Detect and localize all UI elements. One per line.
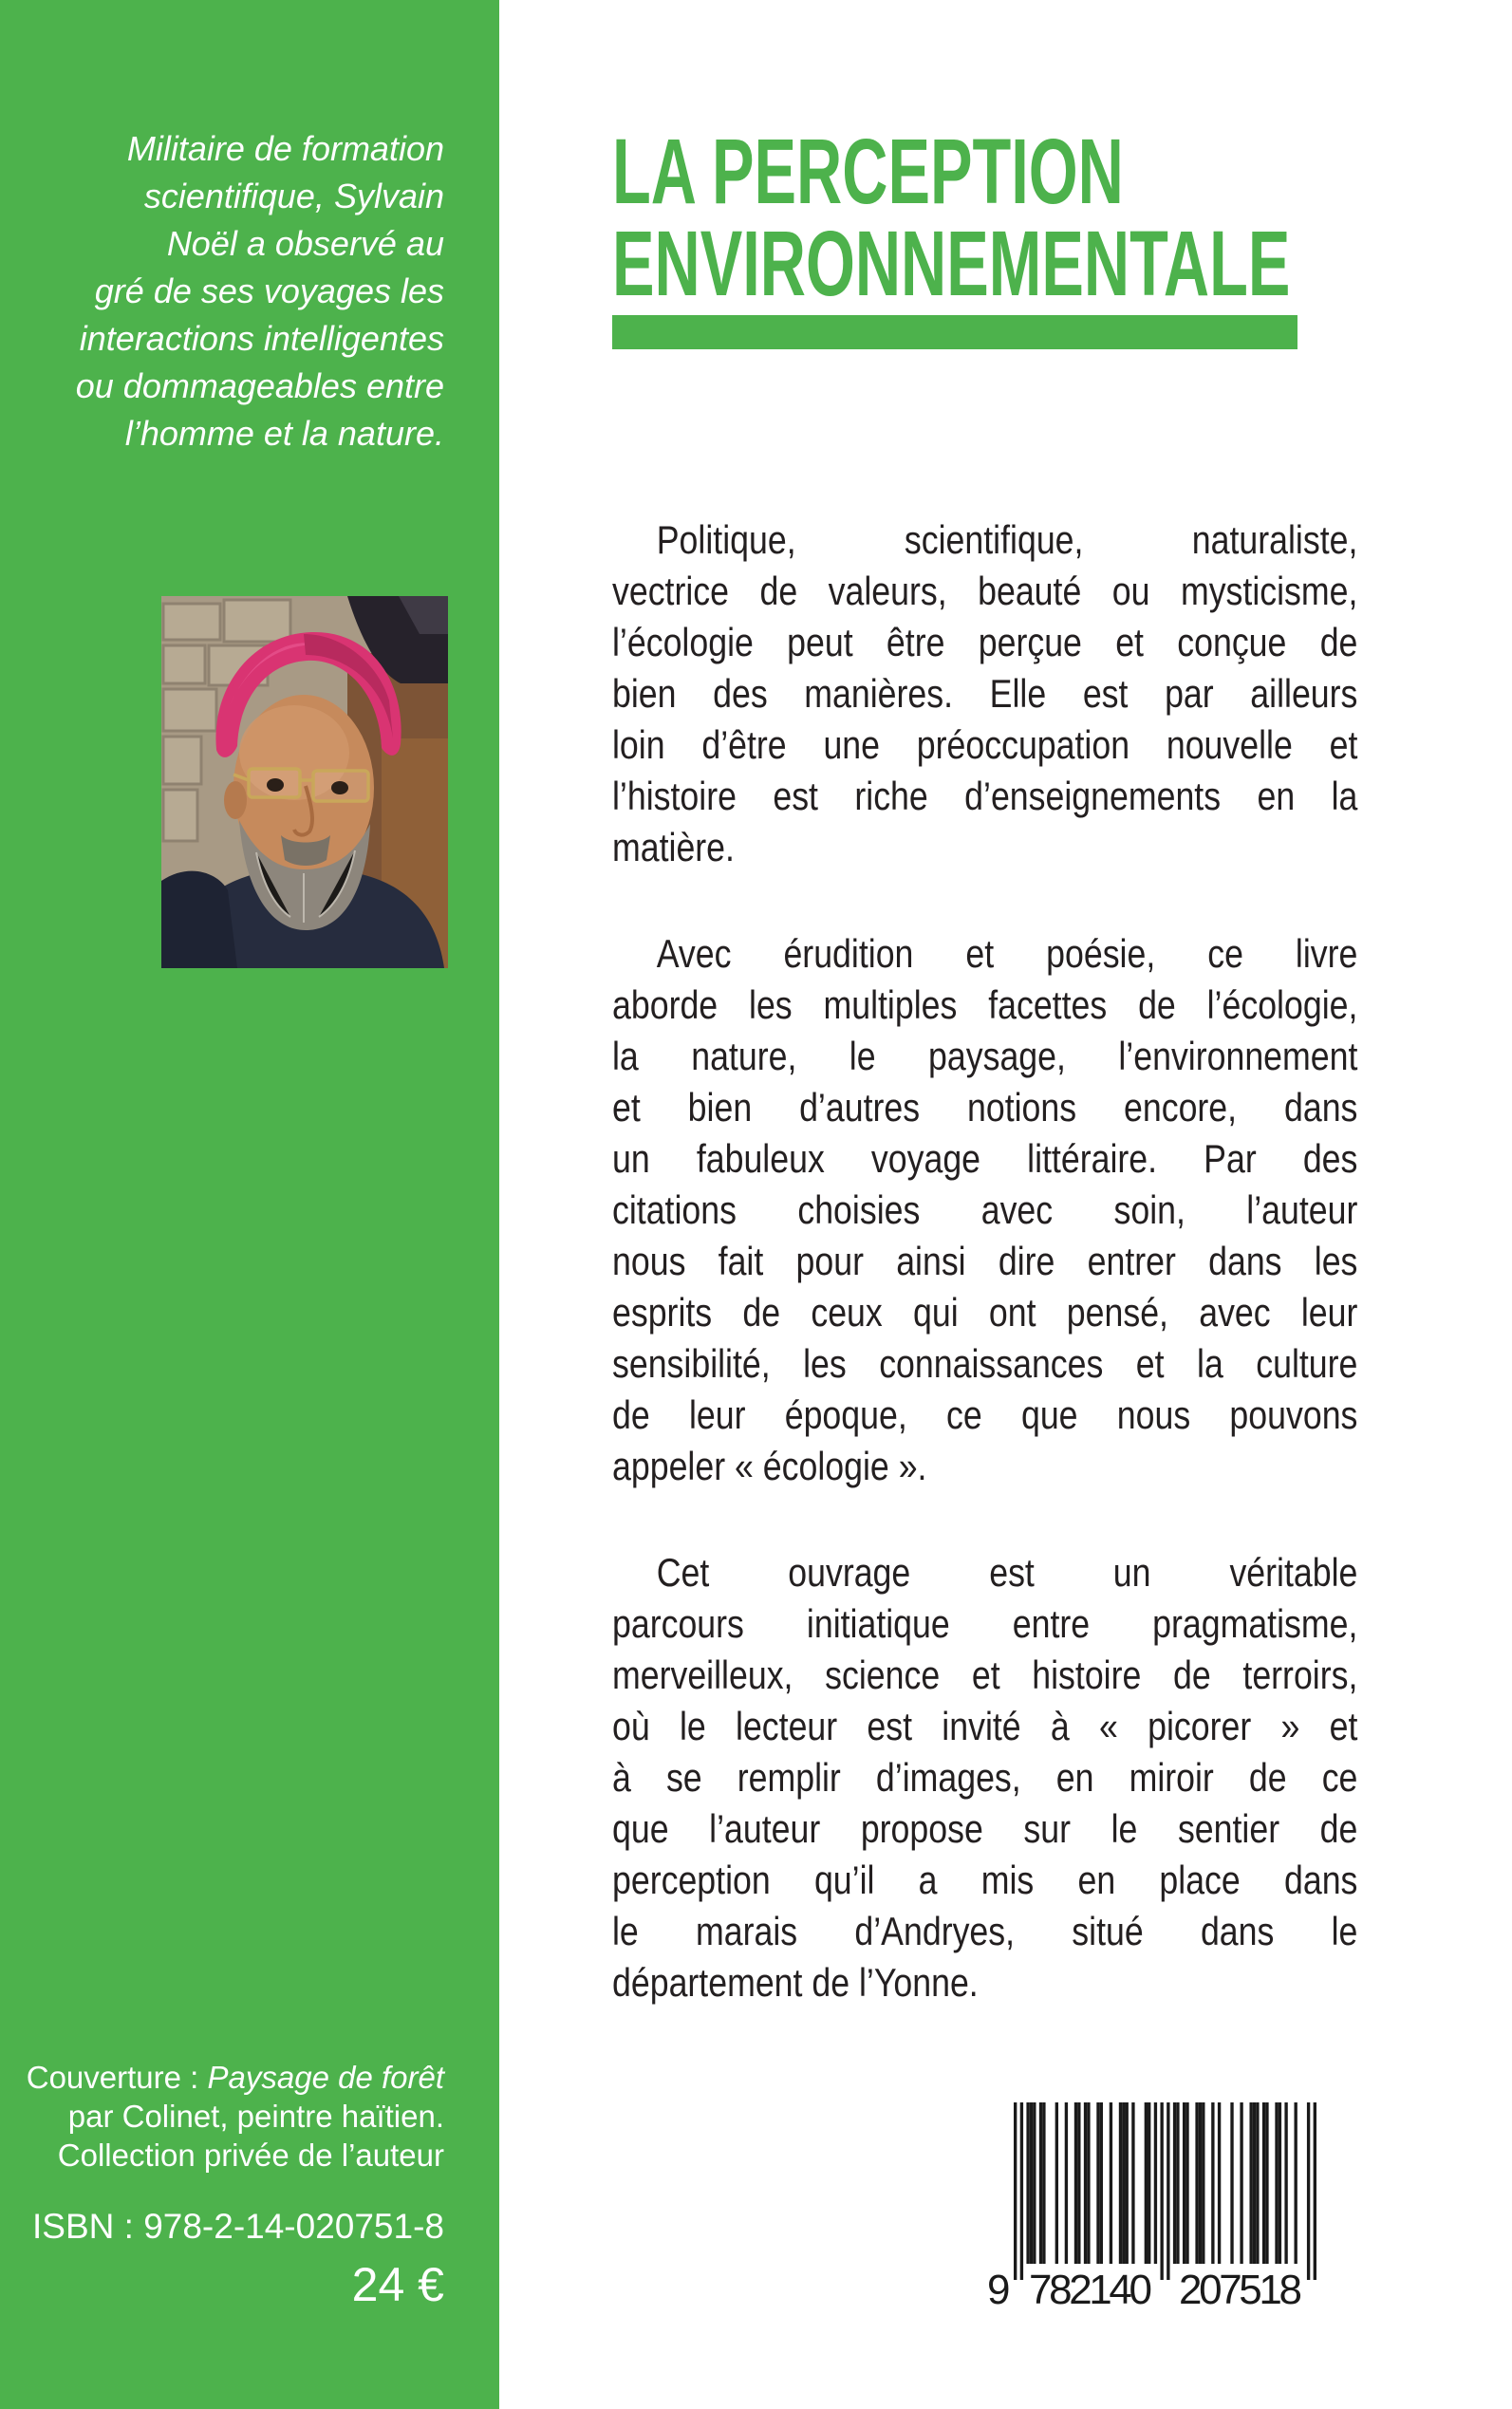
barcode-bar [1167,2102,1169,2280]
blurb-line: Cet ouvrage est un véritable [656,1550,1358,1595]
ean-barcode-svg [985,2102,1316,2325]
barcode-digits-group2: 207518 [1179,2267,1302,2313]
book-title-line1: LA PERCEPTION [612,120,1124,223]
cover-credit-prefix: Couverture : [26,2060,208,2095]
author-bio-line: gré de ses voyages les [94,271,444,310]
barcode-bar [1110,2102,1112,2264]
barcode-bar [1275,2102,1278,2264]
ean-barcode [985,2102,1316,2325]
barcode-bar [1122,2102,1125,2264]
barcode-bar [1284,2102,1287,2264]
cover-credit-painting-title: Paysage de forêt [207,2060,444,2095]
blurb-line: à se remplir d’images, en miroir de ce [612,1755,1358,1800]
barcode-bar [1253,2102,1256,2264]
blurb-paragraph [612,1547,1357,2008]
barcode-bar [1131,2102,1134,2264]
barcode-bar [1183,2102,1185,2264]
blurb-line: le marais d’Andryes, situé dans le [612,1909,1358,1953]
author-bio-line: ou dommageables entre [75,366,444,405]
blurb-line: citations choisies avec soin, l’auteur [612,1187,1358,1232]
author-photo-illustration [161,596,448,968]
barcode-bar [1065,2102,1068,2264]
cover-credit [0,2058,444,2175]
blurb-line: loin d’être une préoccupation nouvelle et [612,722,1358,767]
blurb-line: la nature, le paysage, l’environnement [612,1034,1358,1078]
blurb-text [612,514,1357,2008]
author-bio-line: l’homme et la nature. [124,414,444,453]
book-title-line2: ENVIRONNEMENTALE [612,212,1291,315]
barcode-bar [1195,2102,1198,2264]
barcode-bar [1020,2102,1023,2280]
barcode-bar [1154,2102,1157,2264]
blurb-line: merveilleux, science et histoire de terroirs, [612,1653,1358,1697]
barcode-bar [1100,2102,1103,2264]
blurb-line: bien des manières. Elle est par ailleurs [612,671,1358,716]
barcode-bar [1249,2102,1252,2264]
blurb-line: sensibilité, les connaissances et la culture [612,1341,1358,1386]
barcode-bar [1074,2102,1077,2264]
barcode-bar [1173,2102,1176,2264]
blurb-line: parcours initiatique entre pragmatisme, [612,1601,1358,1646]
barcode-bar [1256,2102,1259,2264]
barcode-bar [1265,2102,1268,2264]
barcode-bar [1145,2102,1148,2264]
barcode-bar [1307,2102,1310,2280]
blurb-line: esprits de ceux qui ont pensé, avec leur [612,1290,1358,1335]
barcode-bar [1202,2102,1204,2264]
barcode-bar [1211,2102,1214,2264]
blurb-line: que l’auteur propose sur le sentier de [612,1806,1358,1851]
title-underline-bar [612,315,1297,349]
barcode-bar [1030,2102,1033,2264]
cover-credit-line3: Collection privée de l’auteur [57,2138,444,2173]
author-bio-line: Noël a observé au [166,224,444,263]
blurb-line: vectrice de valeurs, beauté ou mysticisme, [612,569,1358,613]
blurb-line: nous fait pour ainsi dire entrer dans les [612,1239,1358,1283]
barcode-bar [1042,2102,1045,2264]
blurb-line: Avec érudition et poésie, ce livre [656,931,1358,976]
barcode-bar [1055,2102,1058,2264]
author-bio [0,125,444,458]
barcode-bar [1199,2102,1202,2264]
author-bio-line: scientifique, Sylvain [143,177,444,215]
barcode-bar [1279,2102,1281,2264]
barcode-bar [1087,2102,1090,2264]
barcode-digits-group1: 782140 [1029,2267,1152,2313]
blurb-line: un fabuleux voyage littéraire. Par des [612,1136,1358,1181]
barcode-bar [1185,2102,1188,2264]
isbn-text: ISBN : 978-2-14-020751-8 [32,2207,444,2246]
author-bio-line: Militaire de formation [126,129,444,168]
author-photo [161,596,448,968]
barcode-bar [1148,2102,1150,2264]
barcode-bar [1218,2102,1221,2264]
barcode-bar [1240,2102,1242,2264]
barcode-bar [1084,2102,1087,2264]
blurb-line: l’écologie peut être perçue et conçue de [612,620,1358,664]
barcode-bar [1039,2102,1042,2264]
blurb-line: et bien d’autres notions encore, dans [612,1085,1358,1130]
barcode-bar [1126,2102,1129,2264]
barcode-bar [1262,2102,1265,2264]
price-text: 24 € [351,2258,444,2311]
barcode-bar [1314,2102,1316,2280]
blurb-line: matière. [612,825,735,869]
blurb-line: aborde les multiples facettes de l’écologie, [612,982,1358,1027]
blurb-line: où le lecteur est invité à « picorer » et [612,1704,1358,1748]
book-title [612,120,1331,315]
blurb-line: Politique, scientifique, naturaliste, [656,517,1358,562]
blurb-line: perception qu’il a mis en place dans [612,1858,1358,1902]
blurb-line: l’histoire est riche d’enseignements en la [612,774,1358,818]
barcode-bar [1033,2102,1036,2264]
barcode-bar [1176,2102,1179,2264]
blurb-line: de leur époque, ce que nous pouvons [612,1392,1358,1437]
blurb-paragraph [612,514,1357,873]
barcode-bar [1026,2102,1029,2264]
barcode-bar [1160,2102,1163,2280]
barcode-digit-9: 9 [987,2267,1011,2313]
blurb-paragraph [612,928,1357,1492]
barcode-bar [1014,2102,1017,2280]
barcode-bar [1096,2102,1099,2264]
cover-credit-line1 [0,2058,444,2097]
blurb-line: département de l’Yonne. [612,1960,979,2005]
cover-credit-line2: par Colinet, peintre haïtien. [67,2099,444,2134]
barcode-bar [1230,2102,1233,2264]
barcode-bar [1119,2102,1122,2264]
barcode-bar [1077,2102,1080,2264]
author-bio-line: interactions intelligentes [79,319,444,358]
blurb-line: appeler « écologie ». [612,1444,927,1488]
barcode-bar [1294,2102,1297,2264]
